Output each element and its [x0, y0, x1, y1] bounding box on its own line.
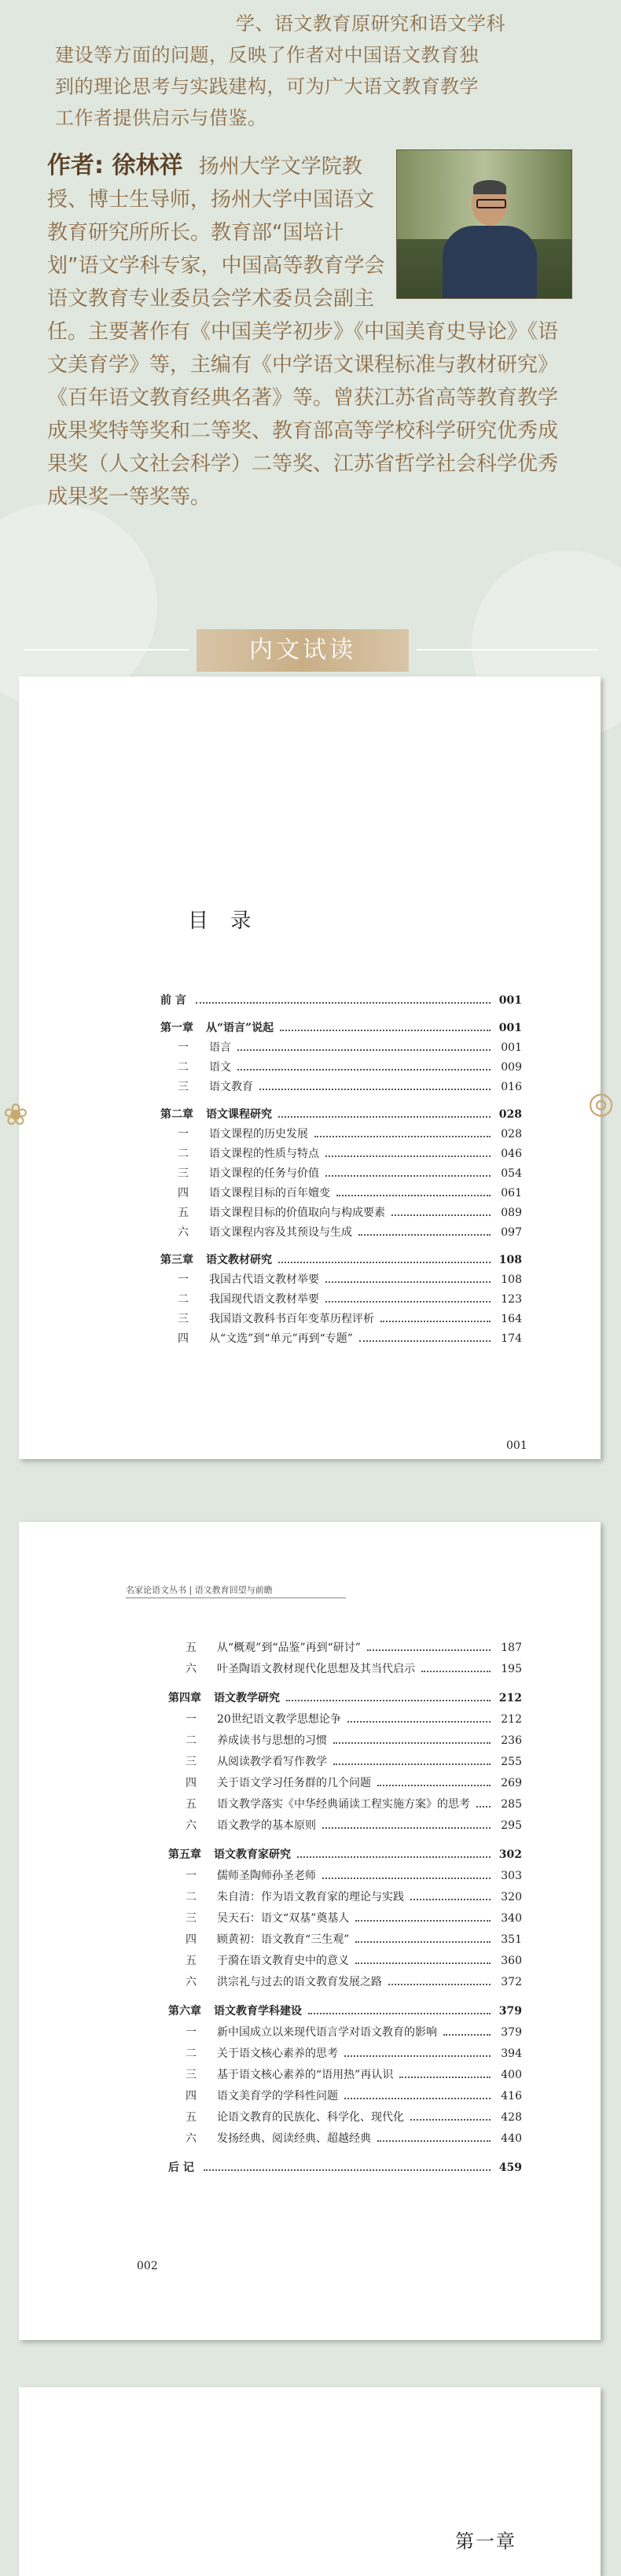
divider — [24, 649, 189, 650]
toc-leader — [237, 1069, 491, 1071]
toc-section-row — [168, 1973, 522, 1992]
toc-chapter-row — [160, 1105, 522, 1124]
toc-section-row — [168, 2129, 522, 2148]
toc-leader — [204, 2169, 491, 2171]
toc-entry-title: 语文课程的任务与价值 — [209, 1167, 319, 1180]
intro-line: 到的理论思考与实践建构，可为广大语文教育教学 — [55, 76, 479, 98]
toc-label: 二 — [186, 1891, 197, 1903]
toc-section-row — [168, 2066, 522, 2084]
toc-entry-title: 语言 — [209, 1041, 231, 1054]
toc-leader — [443, 2034, 491, 2036]
toc-section-row — [168, 1951, 522, 1970]
toc-entry-title: 关于语文学习任务群的几个问题 — [217, 1777, 371, 1789]
toc-section-row — [160, 1038, 522, 1057]
toc-leader — [322, 1827, 491, 1829]
toc-leader — [355, 1962, 491, 1964]
toc-leader — [259, 1089, 491, 1090]
toc-section-row — [168, 1710, 522, 1729]
toc-title: 目 录 — [188, 909, 259, 933]
toc-leader — [410, 2119, 491, 2121]
page-number: 001 — [506, 1439, 527, 1452]
toc-chapter-row — [168, 1689, 522, 1708]
author-bio — [47, 149, 572, 514]
toc-entry-title: 语文课程目标的价值取向与构成要素 — [209, 1207, 385, 1219]
flower-ornament-icon: ❀ — [3, 1097, 28, 1132]
toc-label: 六 — [186, 1663, 197, 1675]
toc-entry-title: 洪宗礼与过去的语文教育发展之路 — [217, 1976, 382, 1988]
toc-page-number: 285 — [501, 1798, 522, 1811]
toc-entry-title: 从“语言”说起 — [206, 1022, 274, 1034]
toc-leader — [391, 1214, 491, 1216]
running-head: 名家论语文丛书 | 语文教育回望与前瞻 — [126, 1585, 273, 1595]
toc-chapter-row — [168, 1845, 522, 1864]
toc-entry-title: 语文教学落实《中华经典诵读工程实施方案》的思考 — [217, 1798, 470, 1811]
toc-page-number: 174 — [501, 1332, 522, 1345]
toc-leader — [286, 1700, 491, 1701]
toc-label: 二 — [186, 1734, 197, 1747]
toc-leader — [388, 1984, 491, 1985]
toc-page-number: 028 — [498, 1108, 522, 1121]
toc-page-number: 303 — [501, 1870, 522, 1882]
toc-entry-title: 从“概观”到“品鉴”再到“研讨” — [217, 1642, 361, 1654]
toc-leader — [377, 1785, 491, 1786]
toc-page-1 — [19, 676, 601, 1459]
toc-leader — [344, 2098, 491, 2099]
toc-section-row — [160, 1125, 522, 1144]
toc-leader — [380, 1321, 491, 1322]
toc-section-row — [160, 1290, 522, 1309]
toc-section-row — [160, 1203, 522, 1222]
toc-label: 三 — [186, 1912, 197, 1925]
toc-page-number: 212 — [501, 1713, 522, 1726]
toc-chapter-row — [160, 1251, 522, 1270]
section-tab-preview: 内文试读 — [197, 629, 409, 672]
toc-section-row — [160, 1310, 522, 1329]
toc-section-row — [160, 1144, 522, 1163]
toc-section-row — [168, 1752, 522, 1771]
toc-section-row — [168, 1638, 522, 1657]
toc-entry-title: 语文教育学科建设 — [214, 2005, 302, 2018]
toc-leader — [333, 1742, 491, 1744]
toc-page-number: 320 — [501, 1891, 522, 1903]
toc-entry-title: 基于语文核心素养的“语用热”再认识 — [217, 2069, 394, 2081]
toc-entry-title: 从阅读教学看写作教学 — [217, 1756, 327, 1768]
toc-leader — [344, 2055, 491, 2057]
toc-leader — [410, 1899, 491, 1900]
toc-section-row — [168, 1660, 522, 1679]
toc-page-number: 255 — [501, 1756, 522, 1768]
toc-entry-title: 发扬经典、阅读经典、超越经典 — [217, 2132, 371, 2145]
toc-entry-title: 语文教学的基本原则 — [217, 1819, 316, 1832]
toc-page-number: 009 — [501, 1061, 522, 1074]
toc-section-row — [168, 2087, 522, 2106]
toc-page-number: 164 — [501, 1313, 522, 1325]
toc-page-number: 416 — [501, 2090, 522, 2102]
toc-page-number: 360 — [501, 1955, 522, 1967]
toc-chapter-row — [168, 2158, 522, 2177]
toc-leader — [367, 1649, 491, 1651]
toc-page-number: 001 — [498, 994, 522, 1007]
toc-leader — [399, 2077, 491, 2078]
toc-label: 三 — [178, 1313, 189, 1325]
toc-leader — [359, 1340, 491, 1342]
toc-page-number: 269 — [501, 1777, 522, 1789]
intro-section — [0, 0, 621, 598]
toc-leader — [325, 1175, 491, 1177]
toc-label: 六 — [186, 2132, 197, 2145]
toc-entry-title: 于漪在语文教育史中的意义 — [217, 1955, 349, 1967]
toc-section-row — [160, 1058, 522, 1077]
toc-label: 三 — [178, 1167, 189, 1180]
toc-leader — [347, 1721, 491, 1723]
toc-entry-title: 20世纪语文教学思想论争 — [217, 1713, 341, 1726]
toc-page-number: 212 — [498, 1692, 522, 1704]
toc-entry-title: 语文课程目标的百年嬗变 — [209, 1187, 330, 1200]
toc-entry-title: 从“文选”到“单元”再到“专题” — [209, 1332, 353, 1345]
toc-label: 六 — [178, 1226, 189, 1239]
toc-page-number: 400 — [501, 2069, 522, 2081]
toc-page-number: 372 — [501, 1976, 522, 1988]
toc-label: 第二章 — [160, 1108, 193, 1121]
toc-label: 第四章 — [168, 1692, 201, 1704]
intro-line: 工作者提供启示与借鉴。 — [55, 107, 267, 129]
toc-section-row — [168, 2023, 522, 2042]
toc-entry-title: 关于语文核心素养的思考 — [217, 2047, 338, 2060]
toc-entry-title: 语文教材研究 — [206, 1254, 272, 1266]
toc-leader — [336, 1195, 491, 1196]
toc-leader — [325, 1281, 491, 1283]
toc-label: 二 — [178, 1148, 189, 1160]
toc-section-row — [160, 1270, 522, 1289]
toc-leader — [325, 1155, 491, 1157]
toc-page-number: 016 — [501, 1081, 522, 1093]
toc-leader — [314, 1136, 491, 1137]
toc-page-number: 295 — [501, 1819, 522, 1832]
toc-label: 第一章 — [160, 1022, 193, 1034]
toc-label: 一 — [186, 1870, 197, 1882]
toc-label: 五 — [186, 2111, 197, 2124]
toc-leader — [297, 1856, 491, 1858]
toc-page-number: 001 — [498, 1022, 522, 1034]
toc-leader — [355, 1941, 491, 1943]
toc-section-row — [168, 1930, 522, 1949]
toc-page-number: 061 — [501, 1187, 522, 1200]
toc-entry-title: 语文教育家研究 — [214, 1848, 291, 1861]
toc-label: 五 — [186, 1955, 197, 1967]
toc-label: 一 — [178, 1128, 189, 1141]
toc-section-row — [160, 1223, 522, 1242]
toc-leader — [280, 1030, 491, 1031]
toc-label: 二 — [178, 1061, 189, 1074]
toc-entry-title: 顾黄初：语文教育“三生观” — [217, 1933, 350, 1946]
toc-section-row — [168, 1731, 522, 1750]
toc-page-number: 379 — [498, 2005, 522, 2018]
author-name: 作者: 徐林祥 — [47, 152, 183, 179]
page-number: 002 — [137, 2260, 158, 2272]
toc-label: 六 — [186, 1819, 197, 1832]
toc-section-row — [168, 1795, 522, 1814]
divider — [417, 649, 597, 650]
toc-entry-title: 语文课程的性质与特点 — [209, 1148, 319, 1160]
toc-entry-title: 养成读书与思想的习惯 — [217, 1734, 327, 1747]
toc-label: 二 — [186, 2047, 197, 2060]
toc-section-row — [160, 1164, 522, 1183]
toc-page-number: 123 — [501, 1293, 522, 1306]
toc-label: 四 — [186, 1777, 197, 1789]
intro-line: 学、语文教育原研究和语文学科 — [236, 13, 505, 35]
toc-entry-title: 儒师圣陶师孙圣老师 — [217, 1870, 316, 1882]
toc-entry-title: 语文课程研究 — [206, 1108, 272, 1121]
toc-label: 第六章 — [168, 2005, 201, 2018]
toc-section-row — [160, 1184, 522, 1203]
toc-label: 三 — [178, 1081, 189, 1093]
toc-page-2 — [19, 1522, 601, 2340]
toc-label: 二 — [178, 1293, 189, 1306]
toc-entry-title: 语文美育学的学科性问题 — [217, 2090, 338, 2102]
toc-page-number: 046 — [501, 1148, 522, 1160]
toc-entry-title: 朱自清：作为语文教育家的理论与实践 — [217, 1891, 404, 1903]
toc-page-number: 028 — [501, 1128, 522, 1141]
toc-page-number: 440 — [501, 2132, 522, 2145]
toc-section-row — [168, 1888, 522, 1907]
toc-label: 三 — [186, 2069, 197, 2081]
toc-entry-title: 语文课程的历史发展 — [209, 1128, 308, 1141]
toc-section-row — [168, 1867, 522, 1885]
author-photo — [396, 149, 572, 299]
toc-leader — [476, 1806, 491, 1808]
toc-leader — [358, 1234, 491, 1236]
toc-entry-title: 我国现代语文教材举要 — [209, 1293, 319, 1306]
toc-entry-title: 我国语文教科书百年变革历程评析 — [209, 1313, 374, 1325]
toc-page-number: 108 — [501, 1273, 522, 1286]
toc-label: 四 — [186, 1933, 197, 1946]
toc-label: 前 言 — [160, 994, 186, 1007]
toc-entry-title: 叶圣陶语文教材现代化思想及其当代启示 — [217, 1663, 415, 1675]
toc-leader — [377, 2140, 491, 2142]
toc-leader — [355, 1920, 491, 1922]
toc-label: 六 — [186, 1976, 197, 1988]
toc-page-number: 459 — [498, 2161, 522, 2174]
intro-line: 建设等方面的问题，反映了作者对中国语文教育独 — [55, 44, 479, 66]
toc-label: 一 — [178, 1273, 189, 1286]
toc-leader — [322, 1878, 491, 1879]
toc-section-row — [168, 1816, 522, 1835]
toc-entry-title: 我国古代语文教材举要 — [209, 1273, 319, 1286]
chapter-page — [19, 2387, 601, 2576]
toc-entry-title: 语文 — [209, 1061, 231, 1074]
toc-entry-title: 语文课程内容及其预设与生成 — [209, 1226, 352, 1239]
toc-label: 四 — [178, 1187, 189, 1200]
toc-label: 四 — [186, 2090, 197, 2102]
toc-label: 一 — [178, 1041, 189, 1054]
author-bio-text: 扬州大学文学院教授、博士生导师，扬州大学中国语文教育研究所所长。教育部“国培计划”语文学科专家，中国高等教育学会语文教育专业委员会学术委员会副主任。主要著作有《中国美学初步》《中国美育史导论》《语文美育学》等，主编有《中学语文课程标准与教材研究》《百年语文教育经典名著》等。曾获江苏省高等教育教学成果奖特等奖和二等奖、教育部高等学校科学研究优秀成果奖（人文社会科学）二等奖、江苏省哲学社会科学优秀成果奖一等奖等。 — [47, 155, 559, 509]
swirl-ornament-icon: ◎ — [588, 1085, 615, 1120]
toc-chapter-row — [168, 2002, 522, 2021]
toc-label: 五 — [186, 1642, 197, 1654]
toc-page-number: 428 — [501, 2111, 522, 2124]
toc-entry-title: 新中国成立以来现代语言学对语文教育的影响 — [217, 2026, 437, 2039]
toc-label: 四 — [178, 1332, 189, 1345]
toc-page-number: 340 — [501, 1912, 522, 1925]
toc-section-row — [160, 1078, 522, 1096]
toc-leader — [278, 1116, 491, 1118]
toc-entry-title: 论语文教育的民族化、科学化、现代化 — [217, 2111, 404, 2124]
toc-section-row — [168, 2108, 522, 2127]
toc-page-number: 187 — [501, 1642, 522, 1654]
toc-page-number: 236 — [501, 1734, 522, 1747]
toc-section-row — [160, 1329, 522, 1348]
toc-page-number: 195 — [501, 1663, 522, 1675]
toc-entry-title: 语文教育 — [209, 1081, 253, 1093]
toc-page-number: 001 — [501, 1041, 522, 1054]
toc-page-number: 089 — [501, 1207, 522, 1219]
toc-entry-title: 语文教学研究 — [214, 1692, 280, 1704]
toc-page-number: 097 — [501, 1226, 522, 1239]
toc-label: 五 — [186, 1798, 197, 1811]
toc-section-row — [168, 1909, 522, 1928]
toc-leader — [196, 1002, 491, 1004]
toc-page-number: 351 — [501, 1933, 522, 1946]
toc-label: 五 — [178, 1207, 189, 1219]
toc-leader — [325, 1301, 491, 1303]
toc-label: 一 — [186, 2026, 197, 2039]
toc-label: 一 — [186, 1713, 197, 1726]
toc-page-number: 302 — [498, 1848, 522, 1861]
toc-leader — [421, 1671, 491, 1672]
toc-leader — [278, 1262, 491, 1263]
toc-leader — [237, 1049, 491, 1051]
toc-label: 第五章 — [168, 1848, 201, 1861]
toc-chapter-row — [160, 991, 522, 1010]
toc-page-number: 108 — [498, 1254, 522, 1266]
toc-leader — [308, 2013, 491, 2014]
toc-label: 第三章 — [160, 1254, 193, 1266]
toc-label: 后 记 — [168, 2161, 194, 2174]
toc-leader — [333, 1763, 491, 1765]
toc-section-row — [168, 2044, 522, 2063]
toc-page-number: 379 — [501, 2026, 522, 2039]
toc-page-number: 394 — [501, 2047, 522, 2060]
toc-label: 三 — [186, 1756, 197, 1768]
toc-section-row — [168, 1774, 522, 1793]
toc-page-number: 054 — [501, 1167, 522, 1180]
toc-entry-title: 吴天石：语文“双基”奠基人 — [217, 1912, 350, 1925]
chapter-heading: 第一章 — [455, 2530, 516, 2552]
intro-paragraph — [55, 8, 566, 134]
toc-chapter-row — [160, 1019, 522, 1037]
